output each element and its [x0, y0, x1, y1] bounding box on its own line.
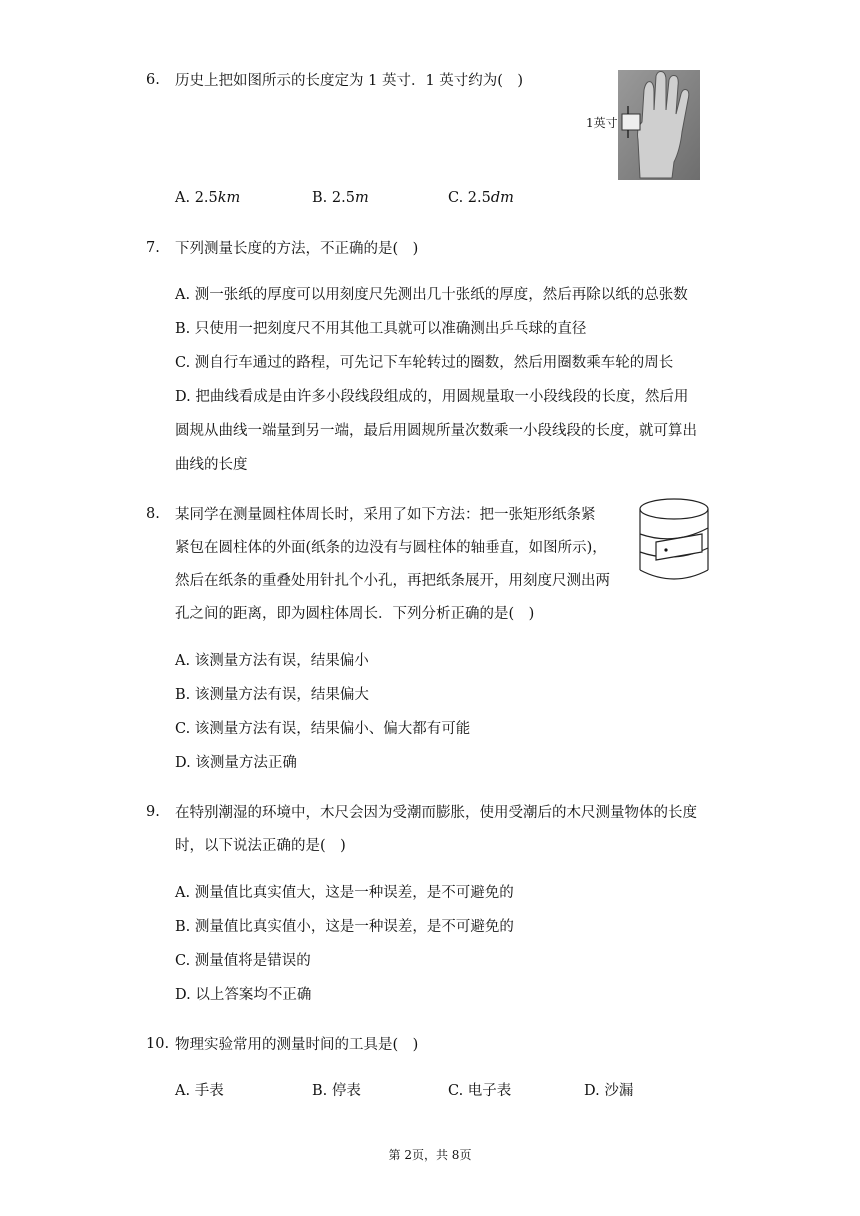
question-stem-line4: 孔之间的距离，即为圆柱体周长．下列分析正确的是( ) [175, 606, 535, 622]
question-number: 9. [146, 804, 160, 820]
q9-option-b[interactable]: B. 测量值比真实值小，这是一种误差，是不可避免的 [175, 919, 514, 935]
figure-label: 1英寸 [586, 116, 618, 130]
option-c[interactable]: C. 2.5dm [448, 190, 514, 206]
q7-option-d-line3: 曲线的长度 [175, 457, 248, 473]
question-stem-line1: 在特别潮湿的环境中，木尺会因为受潮而膨胀，使用受潮后的木尺测量物体的长度 [175, 805, 697, 821]
question-stem: 下列测量长度的方法，不正确的是( ) [175, 241, 419, 257]
hand-inch-figure [584, 70, 700, 180]
q8-option-c[interactable]: C. 该测量方法有误，结果偏小、偏大都有可能 [175, 721, 471, 737]
q8-option-a[interactable]: A. 该测量方法有误，结果偏小 [175, 653, 369, 669]
q7-option-a[interactable]: A. 测一张纸的厚度可以用刻度尺先测出几十张纸的厚度，然后再除以纸的总张数 [175, 287, 688, 303]
option-b[interactable]: B. 2.5m [312, 190, 369, 206]
q8-option-d[interactable]: D. 该测量方法正确 [175, 755, 297, 771]
question-stem-line2: 时，以下说法正确的是( ) [175, 838, 346, 854]
option-a[interactable]: A. 手表 [175, 1083, 224, 1099]
question-stem-line3: 然后在纸条的重叠处用针扎个小孔，再把纸条展开，用刻度尺测出两 [175, 573, 610, 589]
q9-option-c[interactable]: C. 测量值将是错误的 [175, 953, 311, 969]
question-number: 6. [146, 72, 160, 88]
option-b[interactable]: B. 停表 [312, 1083, 361, 1099]
q7-option-d-line2: 圆规从曲线一端量到另一端，最后用圆规所量次数乘一小段线段的长度，就可算出 [175, 423, 697, 439]
cylinder-paper-figure [636, 496, 712, 584]
option-a[interactable]: A. 2.5km [175, 190, 241, 206]
question-stem-line1: 某同学在测量圆柱体周长时，采用了如下方法：把一张矩形纸条紧 [175, 507, 596, 523]
q7-option-c[interactable]: C. 测自行车通过的路程，可先记下车轮转过的圈数，然后用圈数乘车轮的周长 [175, 355, 674, 371]
page-footer: 第 2页，共 8页 [388, 1148, 472, 1162]
option-d[interactable]: D. 沙漏 [584, 1083, 634, 1099]
q7-option-b[interactable]: B. 只使用一把刻度尺不用其他工具就可以准确测出乒乓球的直径 [175, 321, 587, 337]
question-number: 10. [146, 1036, 170, 1052]
question-number: 7. [146, 240, 160, 256]
q9-option-a[interactable]: A. 测量值比真实值大，这是一种误差，是不可避免的 [175, 885, 514, 901]
q7-option-d[interactable]: D. 把曲线看成是由许多小段线段组成的，用圆规量取一小段线段的长度，然后用 [175, 389, 689, 405]
question-stem: 物理实验常用的测量时间的工具是( ) [175, 1037, 419, 1053]
q8-option-b[interactable]: B. 该测量方法有误，结果偏大 [175, 687, 369, 703]
question-stem-line2: 紧包在圆柱体的外面(纸条的边没有与圆柱体的轴垂直，如图所示)， [175, 540, 607, 556]
question-number: 8. [146, 506, 160, 522]
q9-option-d[interactable]: D. 以上答案均不正确 [175, 987, 312, 1003]
question-stem: 历史上把如图所示的长度定为 1 英寸．1 英寸约为( ) [175, 73, 524, 89]
option-c[interactable]: C. 电子表 [448, 1083, 512, 1099]
